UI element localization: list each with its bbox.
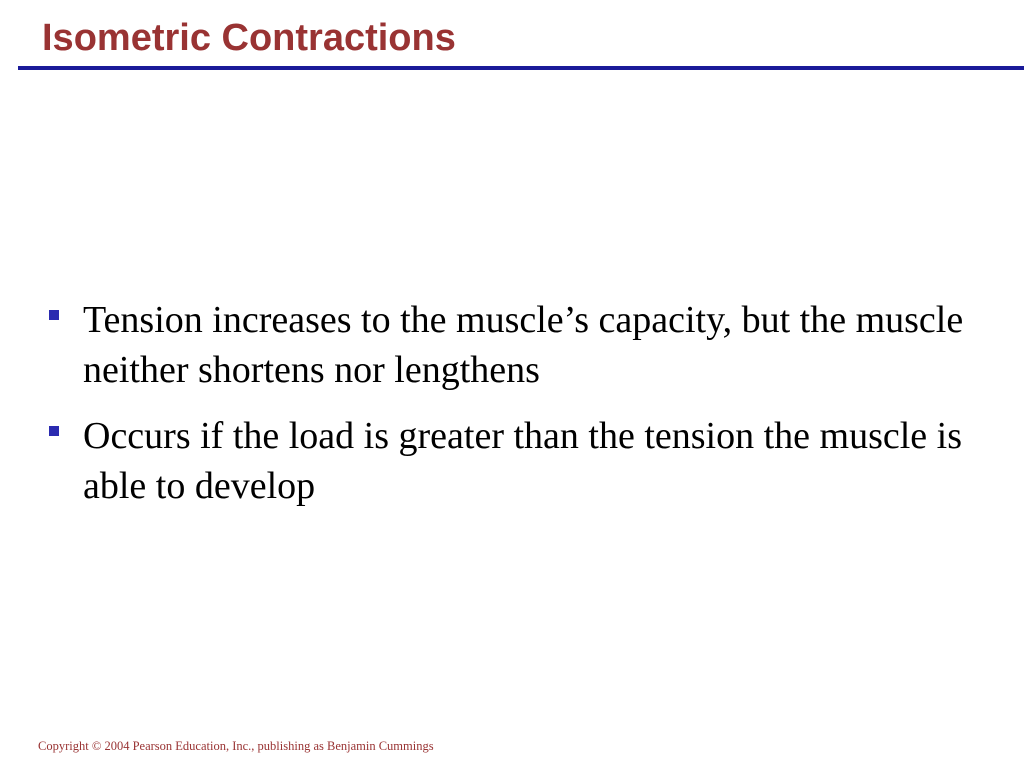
bullet-text: Occurs if the load is greater than the tension the muscle is able to develop [83, 415, 963, 507]
square-bullet-icon [49, 310, 59, 320]
slide-title: Isometric Contractions [42, 17, 456, 59]
copyright-footer: Copyright © 2004 Pearson Education, Inc., publishing as Benjamin Cummings [38, 739, 434, 753]
bullet-list [45, 295, 985, 527]
square-bullet-icon [49, 426, 59, 436]
bullet-item [45, 295, 985, 395]
title-divider [18, 66, 1024, 70]
bullet-item [45, 411, 985, 511]
bullet-text: Tension increases to the muscle’s capacity, but the muscle neither shortens nor lengthens [83, 299, 964, 391]
